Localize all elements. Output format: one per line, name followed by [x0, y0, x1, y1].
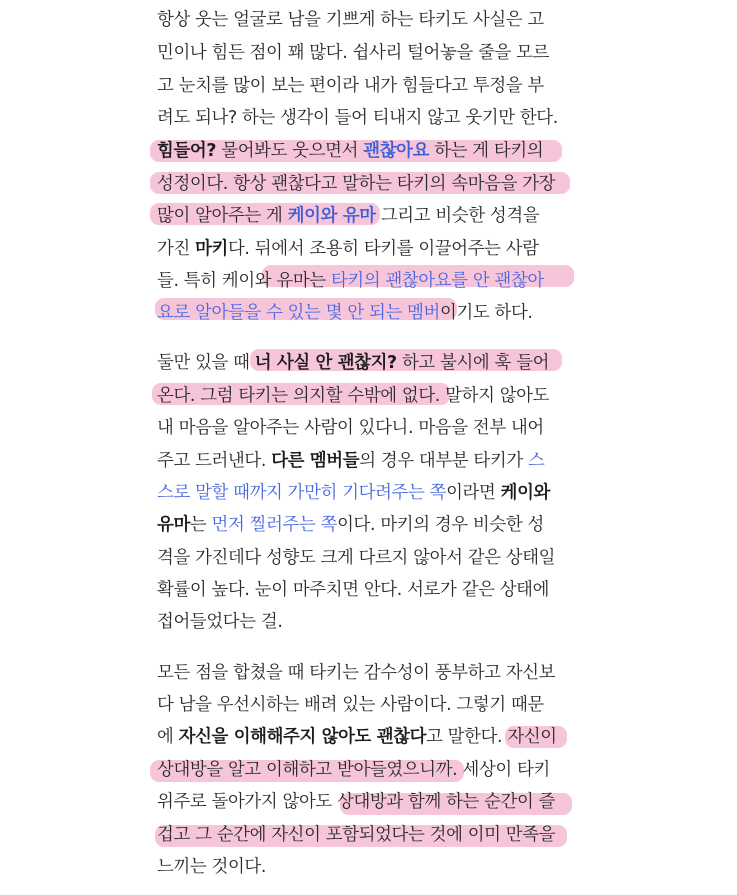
text-run: 확률이 높다. 눈이 마주치면 안다. 서로가 같은 상태에 [157, 580, 550, 600]
bold-phrase: 힘들어? [157, 141, 217, 161]
emphasis-phrase: 케이와 유마 [287, 206, 376, 226]
text-run: 내 마음을 알아주는 사람이 있다니. 마음을 전부 내어 [157, 418, 544, 438]
text-line [157, 103, 558, 133]
text-line [157, 690, 544, 720]
blue-phrase: 요로 알아들을 수 있는 몇 안 되는 멤버 [157, 303, 440, 323]
text-run: 물어봐도 웃으면서 [216, 141, 364, 161]
text-run: 주고 드러낸다. [157, 451, 272, 471]
text-line [157, 722, 557, 752]
text-line [157, 658, 555, 688]
text-line [157, 607, 283, 637]
text-run: 온다. 그럼 타키는 의지할 수밖에 없다. 말하지 않아도 [157, 386, 550, 406]
text-line [157, 266, 544, 296]
text-run: 그리고 비슷한 성격을 [375, 206, 540, 226]
text-line [157, 201, 539, 231]
text-line [157, 510, 544, 540]
text-line [157, 543, 555, 573]
text-line [157, 348, 549, 378]
text-run: 고 말한다. 자신이 [426, 727, 557, 747]
text-run: 들. 특히 케이와 유마는 [157, 271, 331, 291]
text-run: 위주로 돌아가지 않아도 상대방과 함께 하는 순간이 즐 [157, 792, 556, 812]
text-run: 성정이다. 항상 괜찮다고 말하는 타키의 속마음을 가장 [157, 174, 556, 194]
text-run: 격을 가진데다 성향도 크게 다르지 않아서 같은 상태일 [157, 548, 556, 568]
text-run: 려도 되나? 하는 생각이 들어 티내지 않고 웃기만 한다. [157, 108, 558, 128]
text-line [157, 38, 549, 68]
text-run: 의 경우 대부분 타키가 [359, 451, 528, 471]
text-run: 가진 [157, 239, 196, 259]
text-line [157, 234, 539, 264]
bold-phrase: 다른 멤버들 [271, 451, 360, 471]
text-line [157, 575, 549, 605]
text-line [157, 755, 550, 785]
blue-phrase: 먼저 찔러주는 쪽 [211, 515, 338, 535]
text-line [157, 5, 544, 35]
text-line [157, 787, 555, 817]
text-line [157, 446, 544, 476]
text-line [157, 298, 533, 328]
text-line [157, 413, 544, 443]
bold-phrase: 자신을 이해해주지 않아도 괜찮다 [178, 727, 427, 747]
blue-phrase: 스로 말할 때까지 가만히 기다려주는 쪽 [157, 483, 447, 503]
emphasis-phrase: 괜찮아요 [363, 141, 430, 161]
text-run: 많이 알아주는 게 [157, 206, 288, 226]
text-line [157, 852, 266, 882]
text-line [157, 169, 555, 199]
text-run: 다 남을 우선시하는 배려 있는 사람이다. 그렇기 때문 [157, 695, 544, 715]
bold-phrase: 마키 [195, 239, 228, 259]
text-line [157, 71, 544, 101]
text-run: 다. 뒤에서 조용히 타키를 이끌어주는 사람 [227, 239, 539, 259]
text-run: 는 [189, 515, 212, 535]
bold-phrase: 유마 [157, 515, 190, 535]
text-run: 겁고 그 순간에 자신이 포함되었다는 것에 이미 만족을 [157, 825, 556, 845]
text-run: 하는 게 타키의 [429, 141, 544, 161]
text-line [157, 381, 549, 411]
text-line [157, 136, 543, 166]
text-run: 항상 웃는 얼굴로 남을 기쁘게 하는 타키도 사실은 고 [157, 10, 544, 30]
text-run: 상대방을 알고 이해하고 받아들였으니까. 세상이 타키 [157, 760, 550, 780]
text-run: 모든 점을 합쳤을 때 타키는 감수성이 풍부하고 자신보 [157, 663, 556, 683]
text-run: 이다. 마키의 경우 비슷한 성 [337, 515, 544, 535]
bold-phrase: 너 사실 안 괜찮지? [254, 353, 397, 373]
text-run: 이기도 하다. [440, 303, 533, 323]
text-run: 고 눈치를 많이 보는 편이라 내가 힘들다고 투정을 부 [157, 76, 544, 96]
blue-phrase: 스 [527, 451, 545, 471]
text-line [157, 820, 555, 850]
text-run: 민이나 힘든 점이 꽤 많다. 쉽사리 털어놓을 줄을 모르 [157, 43, 550, 63]
text-run: 하고 불시에 훅 들어 [396, 353, 550, 373]
text-run: 이라면 [446, 483, 501, 503]
blue-phrase: 타키의 괜찮아요를 안 괜찮아 [330, 271, 544, 291]
text-run: 접어들었다는 걸. [157, 612, 283, 632]
text-line [157, 478, 550, 508]
text-run: 둘만 있을 때 [157, 353, 255, 373]
bold-phrase: 케이와 [500, 483, 550, 503]
text-run: 느끼는 것이다. [157, 857, 267, 877]
text-run: 에 [157, 727, 179, 747]
